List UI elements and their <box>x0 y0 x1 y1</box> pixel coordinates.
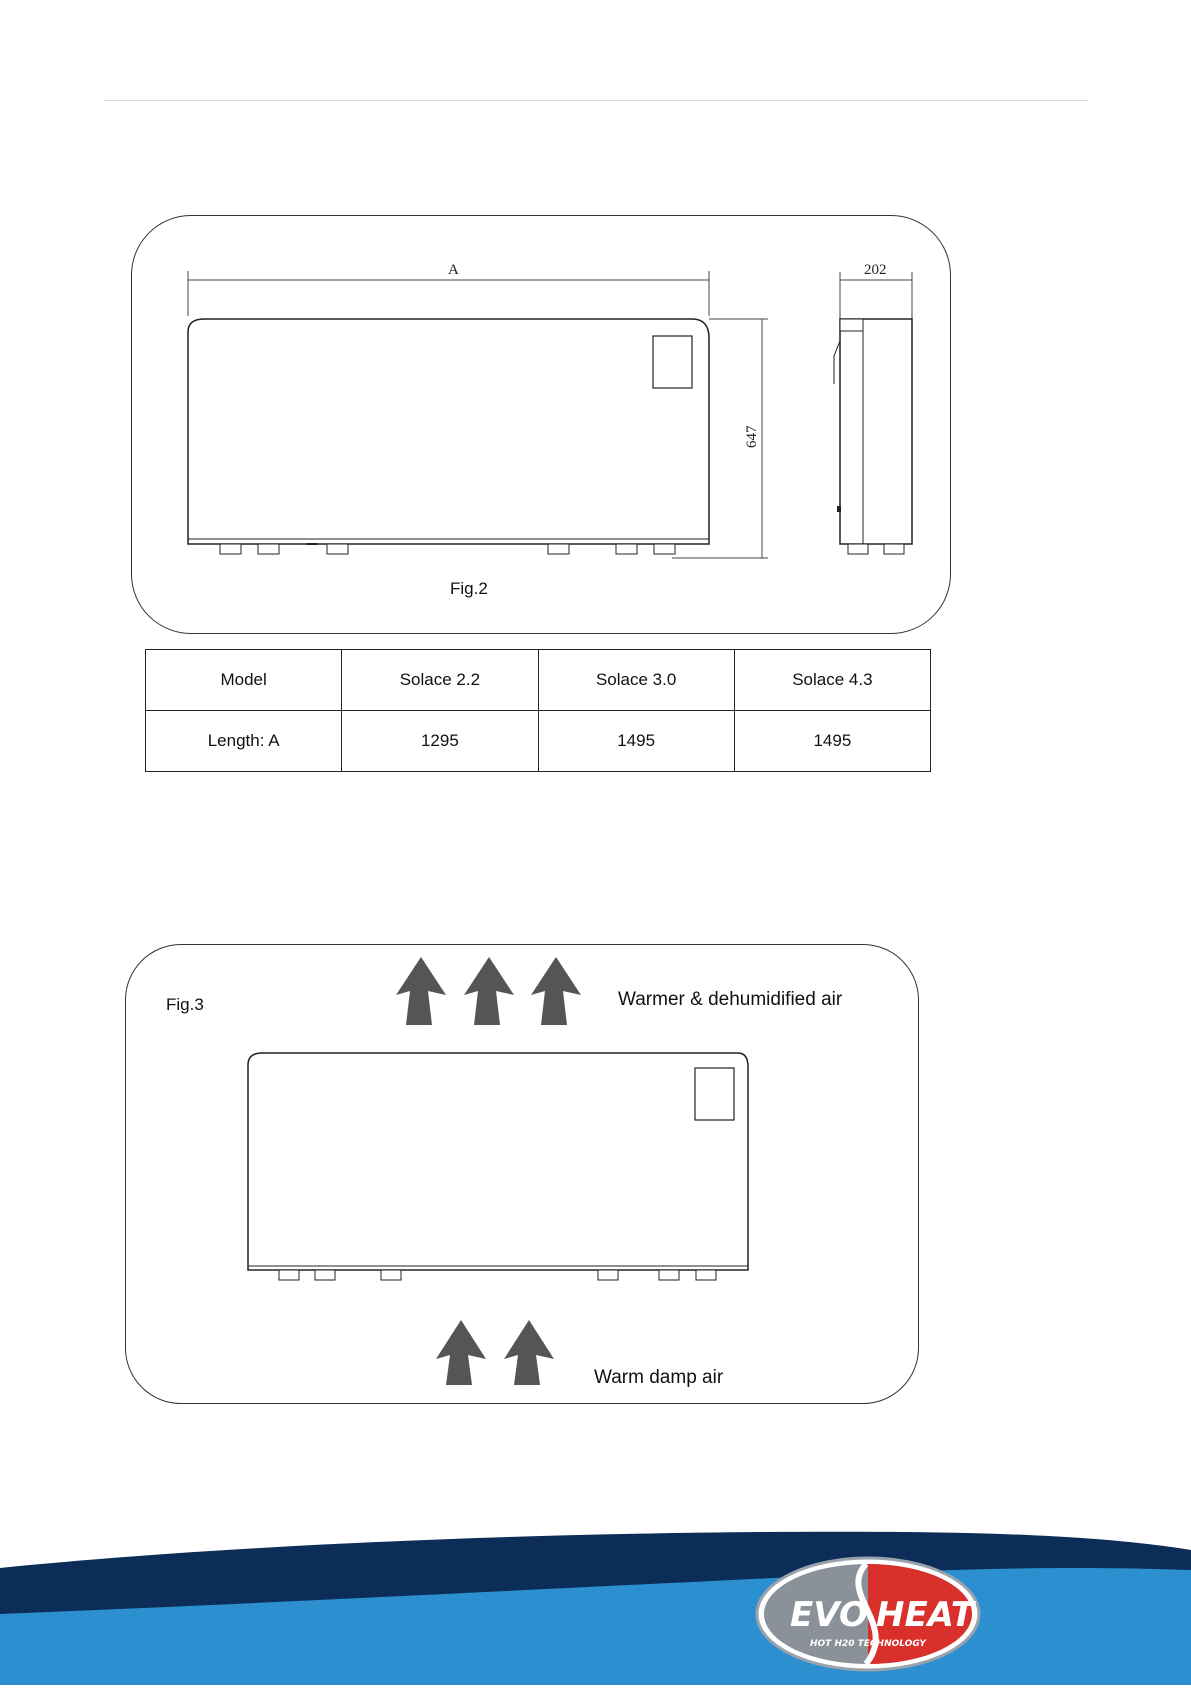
figure-3-svg <box>126 945 918 1403</box>
unit-display-panel <box>695 1068 734 1120</box>
warm-damp-air-label: Warm damp air <box>594 1367 724 1388</box>
logo-text-evo: EVO <box>790 1595 868 1635</box>
table-header-cell: Model <box>146 650 342 711</box>
unit-front-view <box>188 319 709 544</box>
figure-3-airflow-diagram <box>125 944 919 1404</box>
evoheat-logo <box>757 1558 979 1670</box>
table-header-cell: Solace 3.0 <box>538 650 734 711</box>
model-length-table <box>145 649 931 772</box>
figure-2-svg <box>132 216 950 633</box>
unit-front-view <box>248 1053 748 1270</box>
arrow-up-icon <box>396 957 581 1025</box>
warmer-air-label: Warmer & dehumidified air <box>618 989 843 1010</box>
logo-tagline: HOT H20 TECHNOLOGY <box>810 1639 926 1649</box>
table-cell: 1295 <box>342 711 538 772</box>
dimension-label-depth: 202 <box>864 262 887 278</box>
table-cell: 1495 <box>538 711 734 772</box>
footer-banner <box>0 1510 1191 1685</box>
table-header-cell: Solace 2.2 <box>342 650 538 711</box>
table-row <box>146 711 931 772</box>
footer-wave-svg <box>0 1510 1191 1685</box>
figure-2-caption: Fig.2 <box>450 579 488 598</box>
logo-text-heat: HEAT <box>876 1595 974 1635</box>
figure-2-dimension-drawing <box>131 215 951 634</box>
figure-3-caption: Fig.3 <box>166 995 204 1014</box>
dimension-label-height: 647 <box>744 425 760 448</box>
unit-display-panel <box>653 336 692 388</box>
header-rule <box>104 100 1088 101</box>
table-cell: Length: A <box>146 711 342 772</box>
table-row <box>146 650 931 711</box>
unit-side-view <box>840 319 912 544</box>
table-cell: 1495 <box>734 711 930 772</box>
dimension-label-length: A <box>448 262 459 278</box>
table-header-cell: Solace 4.3 <box>734 650 930 711</box>
arrow-up-icon <box>436 1320 554 1385</box>
